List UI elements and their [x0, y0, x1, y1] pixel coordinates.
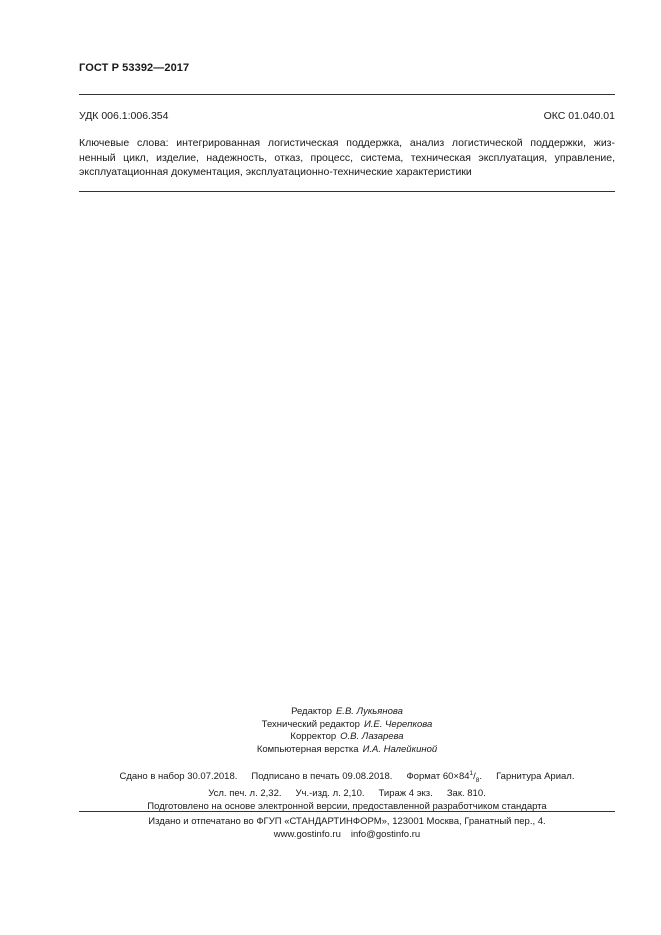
pub-sheets: Уч.-изд. л. 2,10. — [295, 788, 365, 800]
keywords-block — [79, 136, 615, 180]
editor-role: Редактор — [291, 706, 332, 717]
editor-name: Е.В. Лукьянова — [335, 706, 403, 717]
submitted-date: Сдано в набор 30.07.2018. — [119, 771, 238, 783]
publisher-address: Издано и отпечатано во ФГУП «СТАНДАРТИНФОРМ», 123001 Москва, Гранатный пер., 4. — [148, 816, 546, 827]
keywords-line: Ключевые слова: интегрированная логистическая поддержка, анализ логистической поддержки, жиз- — [79, 137, 615, 149]
contact-line — [79, 828, 615, 841]
udk-code: УДК 006.1:006.354 — [79, 110, 169, 122]
corrector-credit — [79, 731, 615, 744]
tech-editor-credit — [79, 719, 615, 732]
editor-credit — [79, 706, 615, 719]
footer-divider — [79, 811, 615, 812]
order-number: Зак. 810. — [446, 788, 486, 800]
circulation: Тираж 4 экз. — [378, 788, 433, 800]
publisher-footer — [79, 815, 615, 841]
keywords-line: ненный цикл, изделие, надежность, отказ, процесс, система, техническая эксплуатация, управление, — [79, 151, 615, 164]
header-divider — [79, 94, 615, 95]
publication-details — [79, 767, 615, 813]
tech-editor-role: Технический редактор — [261, 718, 360, 730]
email-link[interactable]: info@gostinfo.ru — [350, 829, 421, 840]
print-sheets: Усл. печ. л. 2,32. — [208, 788, 282, 800]
typeface: Гарнитура Ариал. — [496, 771, 575, 783]
oks-code: ОКС 01.040.01 — [543, 110, 615, 122]
prepared-note: Подготовлено на основе электронной версии, предоставленной разработчиком стандарта — [147, 801, 547, 813]
layout-credit — [79, 744, 615, 757]
website-link[interactable]: www.gostinfo.ru — [273, 829, 341, 840]
layout-role: Компьютерная верстка — [256, 743, 359, 755]
pub-line-2 — [79, 787, 615, 800]
tech-editor-name: И.Е. Черепкова — [363, 718, 433, 730]
layout-name: И.А. Налейкиной — [362, 743, 438, 755]
paper-format: Формат $60\times 84^1/_8$. — [406, 770, 483, 785]
document-title: ГОСТ Р 53392—2017 — [79, 62, 190, 74]
signed-date: Подписано в печать 09.08.2018. — [251, 771, 393, 783]
corrector-role: Корректор — [290, 731, 337, 742]
corrector-name: О.В. Лазарева — [340, 731, 404, 742]
keywords-line: эксплуатационная документация, эксплуатационно-технические характеристики — [79, 166, 472, 178]
keywords-divider — [79, 191, 615, 192]
pub-line-1 — [79, 767, 615, 787]
credits-block — [79, 706, 615, 756]
